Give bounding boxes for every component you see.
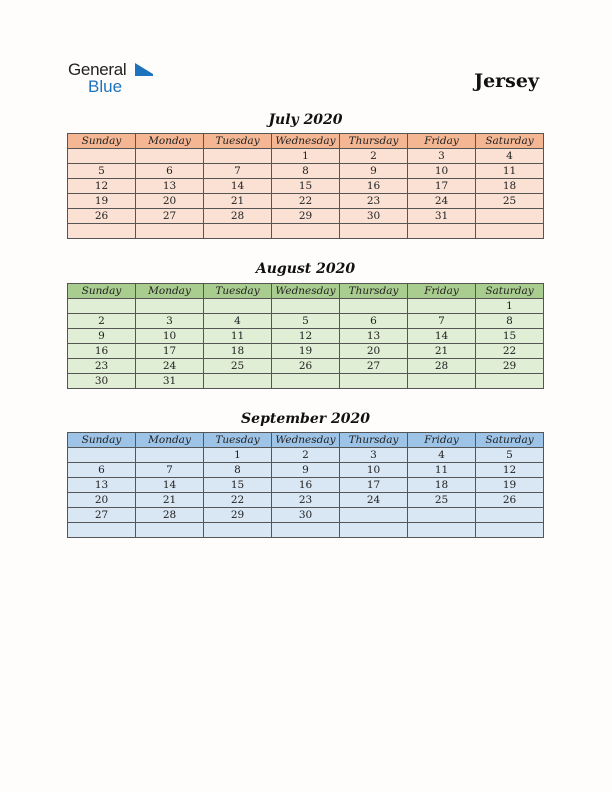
day-cell: 10 [408,164,476,179]
day-cell: 30 [272,508,340,523]
day-cell: 31 [408,209,476,224]
logo-underline-icon [135,74,153,76]
day-cell: 7 [136,463,204,478]
day-cell: 12 [272,329,340,344]
day-cell: 27 [136,209,204,224]
weekday-header: Thursday [340,284,408,299]
day-cell: 13 [136,179,204,194]
day-cell: 26 [272,359,340,374]
day-cell: 19 [272,344,340,359]
day-cell: 17 [408,179,476,194]
weekday-header-row [68,134,544,149]
calendar-august [67,283,544,389]
day-cell: 30 [68,374,136,389]
day-cell: 25 [408,493,476,508]
day-cell [408,224,476,239]
logo-text-blue: Blue [88,77,123,96]
week-row [68,344,544,359]
day-cell: 14 [408,329,476,344]
weekday-header: Saturday [476,433,544,448]
day-cell [68,299,136,314]
day-cell: 16 [272,478,340,493]
day-cell [68,149,136,164]
day-cell: 1 [272,149,340,164]
day-cell [340,299,408,314]
day-cell [272,523,340,538]
month-title-august: August 2020 [255,261,356,277]
week-row [68,359,544,374]
weekday-header: Sunday [68,433,136,448]
day-cell [476,508,544,523]
day-cell: 1 [476,299,544,314]
day-cell [68,448,136,463]
day-cell: 30 [340,209,408,224]
day-cell: 5 [272,314,340,329]
day-cell: 18 [204,344,272,359]
day-cell [340,374,408,389]
day-cell [204,374,272,389]
day-cell [476,523,544,538]
logo-text-general: General [68,60,127,79]
day-cell: 22 [272,194,340,209]
day-cell [204,299,272,314]
day-cell [136,224,204,239]
weekday-header: Thursday [340,134,408,149]
day-cell: 9 [68,329,136,344]
week-row [68,463,544,478]
day-cell: 13 [68,478,136,493]
weekday-header: Monday [136,433,204,448]
calendar-july [67,133,544,239]
day-cell: 21 [408,344,476,359]
day-cell: 7 [408,314,476,329]
day-cell: 20 [68,493,136,508]
day-cell [68,523,136,538]
month-title-july: July 2020 [268,112,343,128]
weekday-header: Tuesday [204,134,272,149]
day-cell: 29 [204,508,272,523]
day-cell: 29 [272,209,340,224]
day-cell [136,299,204,314]
day-cell [204,224,272,239]
day-cell: 5 [68,164,136,179]
day-cell: 22 [476,344,544,359]
week-row [68,149,544,164]
day-cell [408,299,476,314]
weekday-header: Friday [408,134,476,149]
weekday-header: Sunday [68,134,136,149]
weekday-header: Thursday [340,433,408,448]
week-row [68,493,544,508]
week-row [68,194,544,209]
day-cell: 4 [408,448,476,463]
day-cell: 23 [68,359,136,374]
day-cell [408,508,476,523]
weekday-header: Friday [408,284,476,299]
day-cell: 29 [476,359,544,374]
day-cell: 7 [204,164,272,179]
weekday-header: Wednesday [272,284,340,299]
day-cell: 24 [340,493,408,508]
week-row [68,508,544,523]
day-cell: 6 [136,164,204,179]
day-cell [408,523,476,538]
day-cell: 27 [68,508,136,523]
day-cell [476,374,544,389]
day-cell: 19 [68,194,136,209]
day-cell: 15 [476,329,544,344]
weekday-header: Tuesday [204,433,272,448]
day-cell [476,224,544,239]
weekday-header: Saturday [476,134,544,149]
day-cell: 8 [204,463,272,478]
day-cell [136,523,204,538]
day-cell: 18 [476,179,544,194]
day-cell: 15 [204,478,272,493]
day-cell: 14 [136,478,204,493]
day-cell: 2 [272,448,340,463]
day-cell: 9 [272,463,340,478]
day-cell: 28 [408,359,476,374]
day-cell: 5 [476,448,544,463]
day-cell: 28 [136,508,204,523]
day-cell: 18 [408,478,476,493]
week-row [68,448,544,463]
day-cell: 15 [272,179,340,194]
month-title-september: September 2020 [241,411,370,427]
day-cell [272,224,340,239]
day-cell [204,523,272,538]
day-cell: 2 [340,149,408,164]
day-cell: 1 [204,448,272,463]
week-row [68,478,544,493]
day-cell: 16 [68,344,136,359]
week-row [68,299,544,314]
day-cell: 27 [340,359,408,374]
day-cell: 31 [136,374,204,389]
weekday-header: Tuesday [204,284,272,299]
day-cell: 16 [340,179,408,194]
day-cell: 28 [204,209,272,224]
calendar-september [67,432,544,538]
day-cell: 2 [68,314,136,329]
day-cell: 11 [408,463,476,478]
week-row [68,523,544,538]
day-cell [272,374,340,389]
day-cell: 25 [476,194,544,209]
day-cell [136,448,204,463]
day-cell: 6 [340,314,408,329]
country-title: Jersey [474,70,539,92]
day-cell: 23 [340,194,408,209]
day-cell [136,149,204,164]
day-cell: 24 [408,194,476,209]
day-cell: 8 [476,314,544,329]
weekday-header: Monday [136,134,204,149]
week-row [68,224,544,239]
weekday-header-row [68,284,544,299]
day-cell: 12 [68,179,136,194]
day-cell: 11 [476,164,544,179]
day-cell: 6 [68,463,136,478]
day-cell [340,224,408,239]
day-cell: 23 [272,493,340,508]
day-cell: 24 [136,359,204,374]
day-cell: 17 [340,478,408,493]
logo-flag-icon [135,63,153,74]
day-cell [476,209,544,224]
week-row [68,179,544,194]
day-cell [408,374,476,389]
day-cell: 8 [272,164,340,179]
day-cell [340,523,408,538]
day-cell: 4 [204,314,272,329]
day-cell: 13 [340,329,408,344]
day-cell: 12 [476,463,544,478]
day-cell: 26 [68,209,136,224]
weekday-header-row [68,433,544,448]
day-cell: 19 [476,478,544,493]
day-cell: 22 [204,493,272,508]
day-cell [272,299,340,314]
day-cell: 10 [340,463,408,478]
day-cell: 20 [340,344,408,359]
day-cell [204,149,272,164]
weekday-header: Wednesday [272,134,340,149]
day-cell: 21 [136,493,204,508]
generalblue-logo [68,61,126,95]
day-cell: 9 [340,164,408,179]
weekday-header: Monday [136,284,204,299]
day-cell: 14 [204,179,272,194]
weekday-header: Sunday [68,284,136,299]
day-cell: 21 [204,194,272,209]
day-cell [340,508,408,523]
day-cell [68,224,136,239]
week-row [68,164,544,179]
day-cell: 3 [340,448,408,463]
week-row [68,314,544,329]
day-cell: 25 [204,359,272,374]
weekday-header: Wednesday [272,433,340,448]
week-row [68,374,544,389]
day-cell: 11 [204,329,272,344]
weekday-header: Saturday [476,284,544,299]
weekday-header: Friday [408,433,476,448]
day-cell: 3 [136,314,204,329]
week-row [68,209,544,224]
day-cell: 20 [136,194,204,209]
day-cell: 10 [136,329,204,344]
day-cell: 3 [408,149,476,164]
day-cell: 17 [136,344,204,359]
day-cell: 4 [476,149,544,164]
day-cell: 26 [476,493,544,508]
week-row [68,329,544,344]
